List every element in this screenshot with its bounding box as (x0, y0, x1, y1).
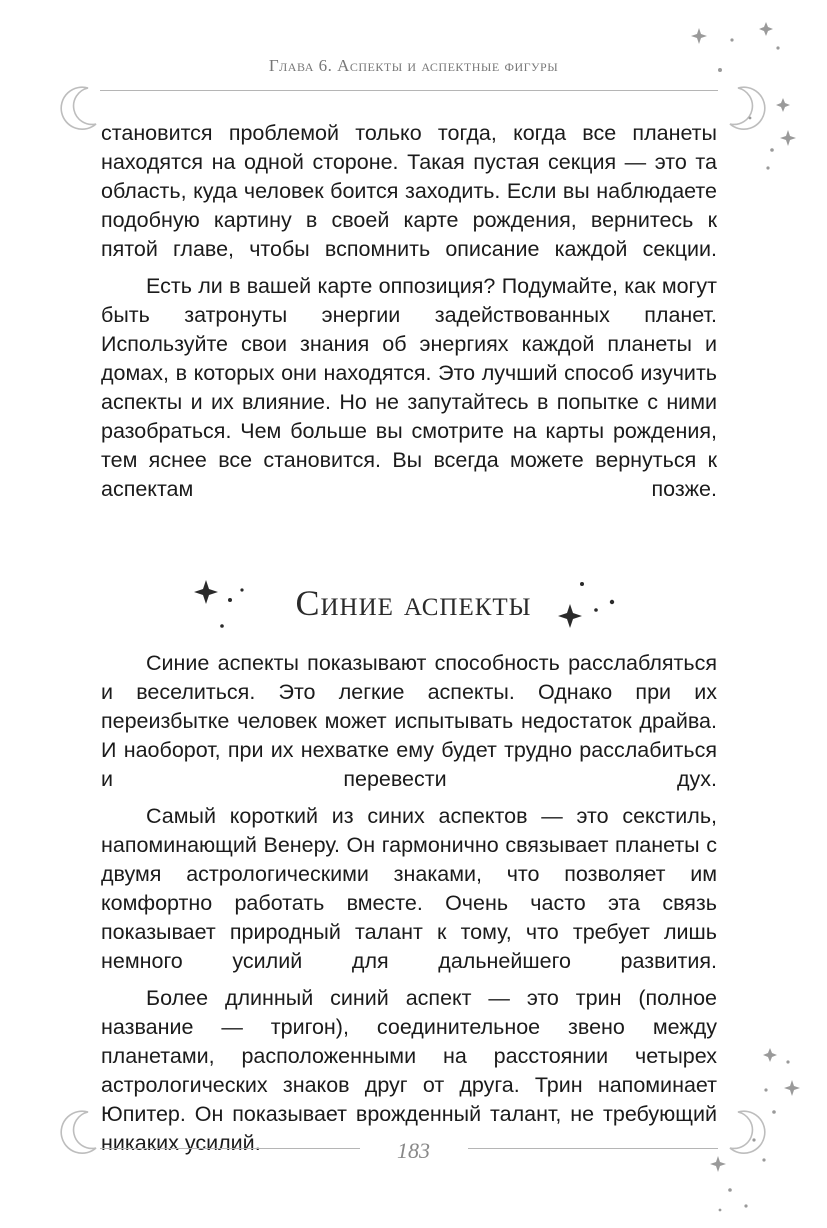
header-rule-left (100, 90, 718, 91)
paragraph-1: становится проблемой только тогда, когда все планеты находятся на одной стороне. Такая пустая секция — это та область, куда человек боится заходить. Если вы наблюдаете подобную картину в своей карте рождения, вернитесь к пятой главе, чтобы вспомнить описание каждой секции. (101, 121, 717, 261)
paragraph-5: Более длинный синий аспект — это трин (полное название — тригон), соединительное звено между планетами, расположенными на расстоянии четырех астрологических знаков друг от друга. Трин напоминает Юпитер. Он показывает врожденный талант, не требующий никаких усилий. (101, 986, 717, 1155)
bottom-right-stars-icon (700, 1040, 810, 1220)
running-head: Глава 6. Аспекты и аспектные фигуры (268, 56, 559, 75)
paragraph-2: Есть ли в вашей карте оппозиция? Подумайте, как могут быть затронуты энергии задействованных планет. Используйте свои знания об энергиях каждой планеты и домах, в которых они находятся. Это лучший способ изучить аспекты и их влияние. Но не запутайтесь в попытке с ними разобраться. Чем больше вы смотрите на карты рождения, тем яснее все становится. Вы всегда можете вернуться к аспектам позже. (101, 274, 717, 501)
heading-stars-right-icon (556, 574, 636, 634)
text-block-top (101, 119, 717, 512)
paragraph-4: Самый короткий из синих аспектов — это секстиль, напоминающий Венеру. Он гармонично связывает планеты с двумя астрологическими знаками, что позволяет им комфортно работать вместе. Очень часто эта связь показывает природный талант к тому, что требует лишь немного усилий для дальнейшего развития. (101, 804, 717, 973)
paragraph-3: Синие аспекты показывают способность расслабляться и веселиться. Это легкие аспекты. Однако при их переизбытке человек может испытывать недостаток драйва. И наоборот, при их нехватке ему будет трудно расслабиться и перевести дух. (101, 651, 717, 791)
page-number: 183 (397, 1138, 430, 1163)
text-block-bottom (101, 649, 717, 1166)
section-title: Синие аспекты (295, 583, 532, 623)
footer-rule-right (468, 1148, 718, 1149)
